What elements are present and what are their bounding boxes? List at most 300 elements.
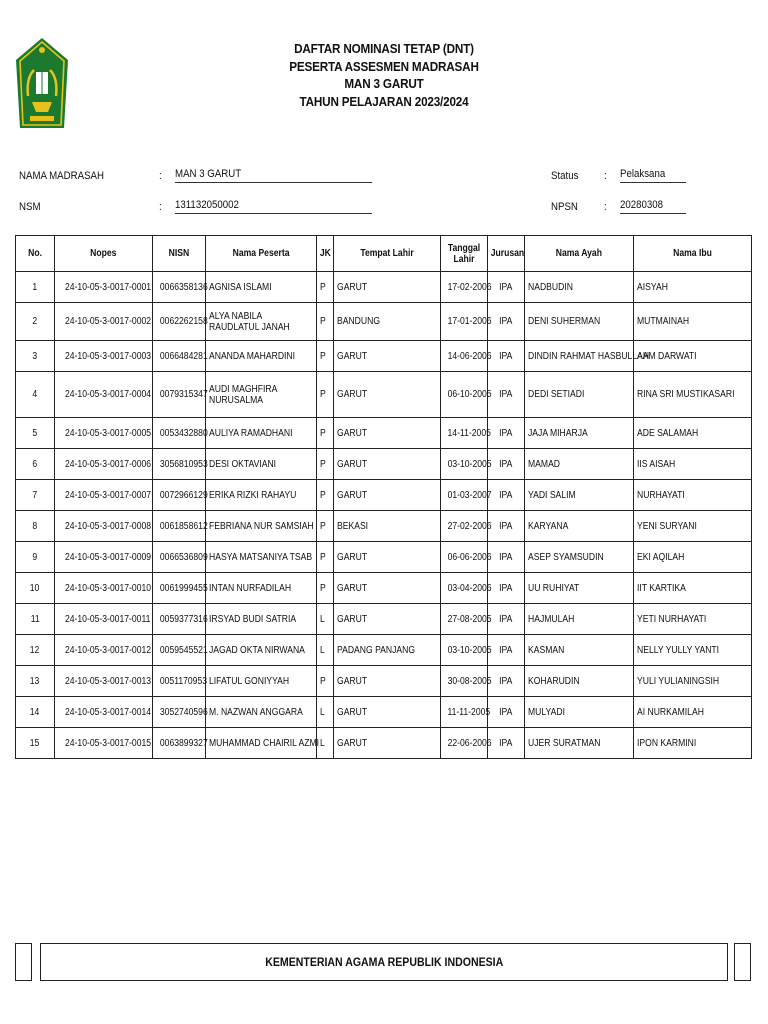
cell-text: IRSYAD BUDI SATRIA bbox=[209, 613, 297, 625]
table-cell bbox=[317, 272, 334, 303]
title-line-2: PESERTA ASSESMEN MADRASAH bbox=[289, 58, 479, 74]
table-row bbox=[16, 666, 752, 697]
cell-text: L bbox=[320, 613, 325, 625]
cell-text: 01-03-2007 bbox=[447, 489, 492, 501]
cell-text: IPA bbox=[499, 737, 513, 749]
table-cell bbox=[634, 418, 752, 449]
cell-text: KOHARUDIN bbox=[528, 675, 580, 687]
table-cell bbox=[441, 418, 491, 449]
table-cell bbox=[488, 449, 525, 480]
table-cell bbox=[317, 604, 334, 635]
table-cell bbox=[525, 604, 634, 635]
footer-right-box bbox=[734, 943, 751, 981]
title-line-4: TAHUN PELAJARAN 2023/2024 bbox=[299, 93, 469, 109]
cell-text: IPA bbox=[499, 458, 513, 470]
cell-text: 17-01-2006 bbox=[447, 316, 492, 327]
cell-text: IPA bbox=[499, 427, 513, 439]
table-cell bbox=[206, 573, 317, 604]
table-cell bbox=[441, 272, 492, 303]
table-cell bbox=[634, 511, 752, 542]
table-cell bbox=[334, 449, 441, 480]
table-cell bbox=[153, 372, 206, 418]
column-header-label: Nopes bbox=[90, 248, 117, 259]
cell-text: GARUT bbox=[337, 582, 368, 594]
table-row bbox=[16, 272, 752, 303]
table-cell bbox=[317, 542, 334, 573]
table-cell bbox=[153, 511, 206, 542]
cell-text: IPA bbox=[499, 281, 513, 293]
table-row bbox=[16, 511, 752, 542]
table-cell bbox=[334, 728, 441, 759]
cell-text: AGNISA ISLAMI bbox=[209, 281, 272, 293]
table-row bbox=[16, 418, 752, 449]
cell-text: 24-10-05-3-0017-0015 bbox=[65, 737, 152, 749]
cell-text: 8 bbox=[32, 520, 38, 532]
cell-text: IIS AISAH bbox=[637, 458, 676, 470]
cell-text: IPA bbox=[499, 489, 513, 501]
cell-text: GARUT bbox=[337, 737, 368, 749]
table-cell bbox=[16, 511, 55, 542]
cell-text: GARUT bbox=[337, 613, 368, 625]
footer-left-box bbox=[15, 943, 32, 981]
table-cell bbox=[334, 303, 441, 341]
table-cell bbox=[153, 480, 206, 511]
cell-text: AAM DARWATI bbox=[637, 350, 697, 362]
cell-text: 24-10-05-3-0017-0013 bbox=[65, 675, 152, 687]
table-cell bbox=[317, 666, 334, 697]
table-cell bbox=[488, 372, 525, 418]
cell-text: IPA bbox=[499, 551, 513, 563]
column-header bbox=[206, 236, 317, 272]
column-header-label: Tanggal Lahir bbox=[447, 242, 481, 265]
npsn-value: 20280308 bbox=[620, 199, 686, 214]
table-cell bbox=[153, 272, 206, 303]
table-cell bbox=[525, 303, 634, 341]
cell-text: NELLY YULLY YANTI bbox=[637, 644, 720, 656]
column-header bbox=[153, 236, 206, 272]
column-header-label: No. bbox=[28, 248, 42, 259]
cell-text: EKI AQILAH bbox=[637, 551, 685, 563]
table-cell bbox=[634, 728, 752, 759]
table-cell bbox=[634, 303, 752, 341]
nama-madrasah-value: MAN 3 GARUT bbox=[175, 168, 372, 183]
cell-text: 3052740596 bbox=[159, 706, 208, 718]
table-cell bbox=[525, 372, 634, 418]
cell-text: 0072966129 bbox=[159, 489, 208, 501]
nsm-value: 131132050002 bbox=[175, 199, 372, 214]
table-cell bbox=[634, 573, 752, 604]
document-title bbox=[0, 40, 768, 110]
column-header bbox=[55, 236, 153, 272]
cell-text: IPA bbox=[499, 644, 513, 656]
nama-madrasah-label: NAMA MADRASAH bbox=[19, 170, 104, 182]
cell-text: IIT KARTIKA bbox=[637, 582, 686, 594]
table-cell bbox=[441, 728, 492, 759]
cell-text: P bbox=[320, 675, 326, 687]
cell-text: IPON KARMINI bbox=[637, 737, 697, 749]
table-cell bbox=[634, 272, 752, 303]
table-cell bbox=[16, 728, 55, 759]
table-cell bbox=[441, 697, 491, 728]
cell-text: 6 bbox=[32, 458, 38, 470]
table-cell bbox=[525, 542, 634, 573]
cell-text: 0066358136 bbox=[159, 281, 208, 293]
column-header-label: JK bbox=[319, 248, 331, 259]
table-cell bbox=[16, 697, 55, 728]
table-cell bbox=[488, 666, 525, 697]
table-cell bbox=[55, 573, 153, 604]
table-cell bbox=[525, 341, 650, 372]
table-cell bbox=[55, 635, 153, 666]
column-header bbox=[317, 236, 334, 272]
cell-text: NURHAYATI bbox=[637, 489, 685, 501]
cell-text: 24-10-05-3-0017-0005 bbox=[65, 427, 152, 439]
cell-text: YADI SALIM bbox=[528, 489, 576, 501]
table-cell bbox=[634, 480, 752, 511]
table-cell bbox=[206, 341, 317, 372]
table-cell bbox=[317, 449, 334, 480]
table-cell bbox=[441, 635, 492, 666]
cell-text: JAJA MIHARJA bbox=[528, 427, 588, 439]
table-cell bbox=[55, 418, 153, 449]
table-cell bbox=[153, 604, 206, 635]
table-cell bbox=[16, 303, 55, 341]
table-row bbox=[16, 697, 752, 728]
table-cell bbox=[16, 542, 55, 573]
table-cell bbox=[55, 272, 153, 303]
cell-text: 0059545521 bbox=[159, 644, 208, 656]
cell-text: 24-10-05-3-0017-0008 bbox=[65, 520, 152, 532]
table-cell bbox=[206, 604, 317, 635]
cell-text: GARUT bbox=[337, 281, 368, 293]
table-cell bbox=[441, 666, 492, 697]
column-header-label: Nama Ayah bbox=[555, 248, 603, 259]
cell-text: GARUT bbox=[337, 427, 368, 439]
status-label: Status bbox=[551, 170, 579, 182]
nama-madrasah-colon: : bbox=[159, 170, 162, 182]
cell-text: UJER SURATMAN bbox=[528, 737, 601, 749]
cell-text: AISYAH bbox=[637, 281, 668, 293]
table-cell bbox=[16, 666, 55, 697]
table-row bbox=[16, 635, 752, 666]
table-cell bbox=[488, 272, 525, 303]
cell-text: P bbox=[320, 281, 326, 293]
cell-text: ALYA NABILA RAUDLATUL JANAH bbox=[209, 310, 290, 333]
cell-text: 06-10-2005 bbox=[447, 389, 492, 400]
table-cell bbox=[206, 666, 317, 697]
cell-text: P bbox=[320, 350, 326, 362]
cell-text: YULI YULIANINGSIH bbox=[637, 675, 720, 687]
table-cell bbox=[334, 697, 441, 728]
cell-text: 24-10-05-3-0017-0010 bbox=[65, 582, 152, 594]
table-cell bbox=[153, 728, 206, 759]
table-cell bbox=[634, 449, 752, 480]
column-header-label: Nama Peserta bbox=[232, 248, 290, 259]
cell-text: BANDUNG bbox=[337, 316, 381, 327]
nsm-label: NSM bbox=[19, 201, 41, 213]
column-header bbox=[334, 236, 441, 272]
cell-text: 0062262158 bbox=[159, 316, 208, 327]
table-cell bbox=[525, 728, 634, 759]
column-header bbox=[634, 236, 752, 272]
table-cell bbox=[634, 666, 752, 697]
cell-text: 27-02-2006 bbox=[447, 520, 492, 532]
table-cell bbox=[441, 480, 492, 511]
cell-text: 3 bbox=[32, 350, 38, 362]
cell-text: GARUT bbox=[337, 706, 368, 718]
table-cell bbox=[206, 697, 317, 728]
cell-text: ASEP SYAMSUDIN bbox=[528, 551, 604, 563]
table-cell bbox=[525, 635, 634, 666]
dnt-table bbox=[15, 235, 752, 759]
column-header-label: Tempat Lahir bbox=[360, 248, 414, 259]
table-row bbox=[16, 480, 752, 511]
table-cell bbox=[488, 697, 525, 728]
cell-text: L bbox=[320, 737, 325, 749]
table-cell bbox=[634, 341, 752, 372]
table-cell bbox=[55, 480, 153, 511]
cell-text: ANANDA MAHARDINI bbox=[209, 350, 296, 362]
table-cell bbox=[153, 542, 206, 573]
table-row bbox=[16, 728, 752, 759]
column-header bbox=[441, 236, 488, 272]
table-cell bbox=[525, 573, 634, 604]
cell-text: BEKASI bbox=[337, 520, 369, 532]
table-cell bbox=[55, 542, 153, 573]
cell-text: GARUT bbox=[337, 389, 368, 400]
table-cell bbox=[206, 303, 317, 341]
cell-text: MUTMAINAH bbox=[637, 316, 690, 327]
cell-text: 4 bbox=[32, 389, 38, 400]
table-cell bbox=[16, 372, 55, 418]
table-cell bbox=[206, 480, 317, 511]
cell-text: 1 bbox=[32, 281, 38, 293]
cell-text: IPA bbox=[499, 389, 513, 400]
cell-text: 0061999455 bbox=[159, 582, 208, 594]
cell-text: 15 bbox=[30, 737, 40, 749]
cell-text: DESI OKTAVIANI bbox=[209, 458, 277, 470]
column-header-label: NISN bbox=[168, 248, 190, 259]
cell-text: HASYA MATSANIYA TSAB bbox=[209, 551, 313, 563]
cell-text: 03-10-2005 bbox=[447, 644, 492, 656]
cell-text: 5 bbox=[32, 427, 38, 439]
cell-text: INTAN NURFADILAH bbox=[209, 582, 292, 594]
table-cell bbox=[206, 635, 317, 666]
cell-text: ERIKA RIZKI RAHAYU bbox=[209, 489, 297, 501]
status-colon: : bbox=[604, 170, 607, 182]
table-cell bbox=[55, 341, 153, 372]
table-cell bbox=[441, 449, 492, 480]
table-cell bbox=[334, 573, 441, 604]
cell-text: P bbox=[320, 582, 326, 594]
table-cell bbox=[441, 573, 492, 604]
table-cell bbox=[317, 480, 334, 511]
cell-text: 30-08-2005 bbox=[447, 675, 492, 687]
cell-text: IPA bbox=[499, 675, 513, 687]
cell-text: 24-10-05-3-0017-0002 bbox=[65, 316, 152, 327]
cell-text: P bbox=[320, 316, 326, 327]
table-cell bbox=[317, 372, 334, 418]
title-line-3: MAN 3 GARUT bbox=[344, 76, 424, 91]
table-cell bbox=[16, 480, 55, 511]
cell-text: GARUT bbox=[337, 458, 368, 470]
cell-text: MAMAD bbox=[528, 458, 561, 470]
cell-text: DINDIN RAHMAT HASBULLAH bbox=[528, 350, 650, 362]
cell-text: 24-10-05-3-0017-0007 bbox=[65, 489, 152, 501]
table-cell bbox=[16, 604, 55, 635]
cell-text: YETI NURHAYATI bbox=[637, 613, 707, 625]
cell-text: YENI SURYANI bbox=[637, 520, 697, 532]
table-cell bbox=[317, 303, 334, 341]
table-cell bbox=[55, 511, 153, 542]
table-cell bbox=[525, 697, 634, 728]
cell-text: IPA bbox=[499, 706, 513, 718]
cell-text: LIFATUL GONIYYAH bbox=[209, 675, 290, 687]
cell-text: P bbox=[320, 458, 326, 470]
table-cell bbox=[488, 418, 525, 449]
cell-text: 13 bbox=[30, 675, 40, 687]
table-cell bbox=[317, 511, 334, 542]
cell-text: 03-10-2005 bbox=[447, 458, 492, 470]
cell-text: GARUT bbox=[337, 350, 368, 362]
cell-text: DENI SUHERMAN bbox=[528, 316, 601, 327]
table-cell bbox=[525, 272, 634, 303]
column-header bbox=[16, 236, 55, 272]
table-cell bbox=[16, 573, 55, 604]
npsn-colon: : bbox=[604, 201, 607, 213]
cell-text: P bbox=[320, 489, 326, 501]
table-cell bbox=[153, 449, 206, 480]
cell-text: L bbox=[320, 706, 325, 718]
cell-text: 24-10-05-3-0017-0006 bbox=[65, 458, 152, 470]
cell-text: 22-06-2006 bbox=[447, 737, 492, 749]
cell-text: IPA bbox=[499, 613, 513, 625]
table-cell bbox=[488, 573, 525, 604]
cell-text: 0061858612 bbox=[159, 520, 208, 532]
table-cell bbox=[334, 635, 441, 666]
cell-text: GARUT bbox=[337, 551, 368, 563]
table-cell bbox=[317, 728, 334, 759]
cell-text: 2 bbox=[32, 316, 38, 327]
table-cell bbox=[334, 604, 441, 635]
table-cell bbox=[206, 449, 317, 480]
table-cell bbox=[334, 272, 441, 303]
cell-text: GARUT bbox=[337, 489, 368, 501]
cell-text: AUDI MAGHFIRA NURUSALMA bbox=[209, 383, 277, 406]
table-cell bbox=[488, 303, 525, 341]
table-row bbox=[16, 341, 752, 372]
cell-text: IPA bbox=[499, 350, 513, 362]
table-cell bbox=[317, 635, 334, 666]
table-cell bbox=[334, 666, 441, 697]
table-cell bbox=[317, 697, 334, 728]
cell-text: P bbox=[320, 551, 326, 563]
table-cell bbox=[441, 604, 492, 635]
table-cell bbox=[16, 272, 55, 303]
cell-text: 14-06-2006 bbox=[447, 350, 492, 362]
cell-text: 24-10-05-3-0017-0004 bbox=[65, 389, 152, 400]
footer-text: KEMENTERIAN AGAMA REPUBLIK INDONESIA bbox=[264, 955, 503, 969]
table-cell bbox=[153, 697, 206, 728]
table-cell bbox=[16, 449, 55, 480]
cell-text: PADANG PANJANG bbox=[337, 644, 416, 656]
table-cell bbox=[153, 573, 206, 604]
table-cell bbox=[334, 511, 441, 542]
cell-text: 24-10-05-3-0017-0011 bbox=[64, 613, 151, 625]
table-cell bbox=[55, 728, 153, 759]
table-cell bbox=[206, 511, 317, 542]
cell-text: KARYANA bbox=[528, 520, 569, 532]
table-cell bbox=[55, 604, 153, 635]
cell-text: 3056810953 bbox=[159, 458, 208, 470]
npsn-label: NPSN bbox=[551, 201, 578, 213]
table-cell bbox=[488, 511, 525, 542]
cell-text: 9 bbox=[32, 551, 38, 563]
cell-text: 24-10-05-3-0017-0003 bbox=[65, 350, 152, 362]
table-cell bbox=[55, 449, 153, 480]
table-cell bbox=[441, 303, 492, 341]
cell-text: ADE SALAMAH bbox=[637, 427, 699, 439]
table-cell bbox=[153, 303, 206, 341]
table-cell bbox=[55, 666, 153, 697]
status-value: Pelaksana bbox=[620, 168, 686, 183]
cell-text: 24-10-05-3-0017-0014 bbox=[65, 706, 152, 718]
cell-text: P bbox=[320, 427, 326, 439]
table-cell bbox=[525, 480, 634, 511]
table-cell bbox=[634, 697, 752, 728]
cell-text: 06-06-2006 bbox=[447, 551, 492, 563]
cell-text: 0053432880 bbox=[159, 427, 208, 439]
table-cell bbox=[488, 480, 525, 511]
cell-text: HAJMULAH bbox=[528, 613, 575, 625]
column-header bbox=[525, 236, 634, 272]
cell-text: 24-10-05-3-0017-0001 bbox=[65, 281, 152, 293]
table-row bbox=[16, 573, 752, 604]
table-cell bbox=[634, 635, 752, 666]
table-cell bbox=[441, 511, 492, 542]
table-cell bbox=[153, 341, 206, 372]
cell-text: P bbox=[320, 520, 326, 532]
cell-text: RINA SRI MUSTIKASARI bbox=[637, 389, 735, 400]
table-cell bbox=[16, 418, 55, 449]
table-cell bbox=[441, 542, 492, 573]
cell-text: FEBRIANA NUR SAMSIAH bbox=[209, 520, 314, 532]
cell-text: P bbox=[320, 389, 326, 400]
cell-text: 17-02-2006 bbox=[447, 281, 492, 293]
table-cell bbox=[488, 728, 525, 759]
table-cell bbox=[441, 341, 492, 372]
cell-text: 24-10-05-3-0017-0012 bbox=[65, 644, 152, 656]
cell-text: AI NURKAMILAH bbox=[637, 706, 704, 718]
table-cell bbox=[153, 635, 206, 666]
table-header-row bbox=[16, 236, 752, 272]
cell-text: 0059377316 bbox=[159, 613, 208, 625]
table-cell bbox=[441, 372, 492, 418]
cell-text: 0051170953 bbox=[159, 675, 208, 687]
table-row bbox=[16, 303, 752, 341]
table-cell bbox=[488, 635, 525, 666]
cell-text: 03-04-2006 bbox=[447, 582, 492, 594]
cell-text: GARUT bbox=[337, 675, 368, 687]
table-cell bbox=[16, 341, 55, 372]
table-cell bbox=[55, 697, 153, 728]
cell-text: 11-11-2005 bbox=[447, 706, 491, 718]
table-cell bbox=[634, 372, 752, 418]
cell-text: 10 bbox=[30, 582, 40, 594]
table-cell bbox=[334, 542, 441, 573]
cell-text: 24-10-05-3-0017-0009 bbox=[65, 551, 152, 563]
table-cell bbox=[488, 604, 525, 635]
